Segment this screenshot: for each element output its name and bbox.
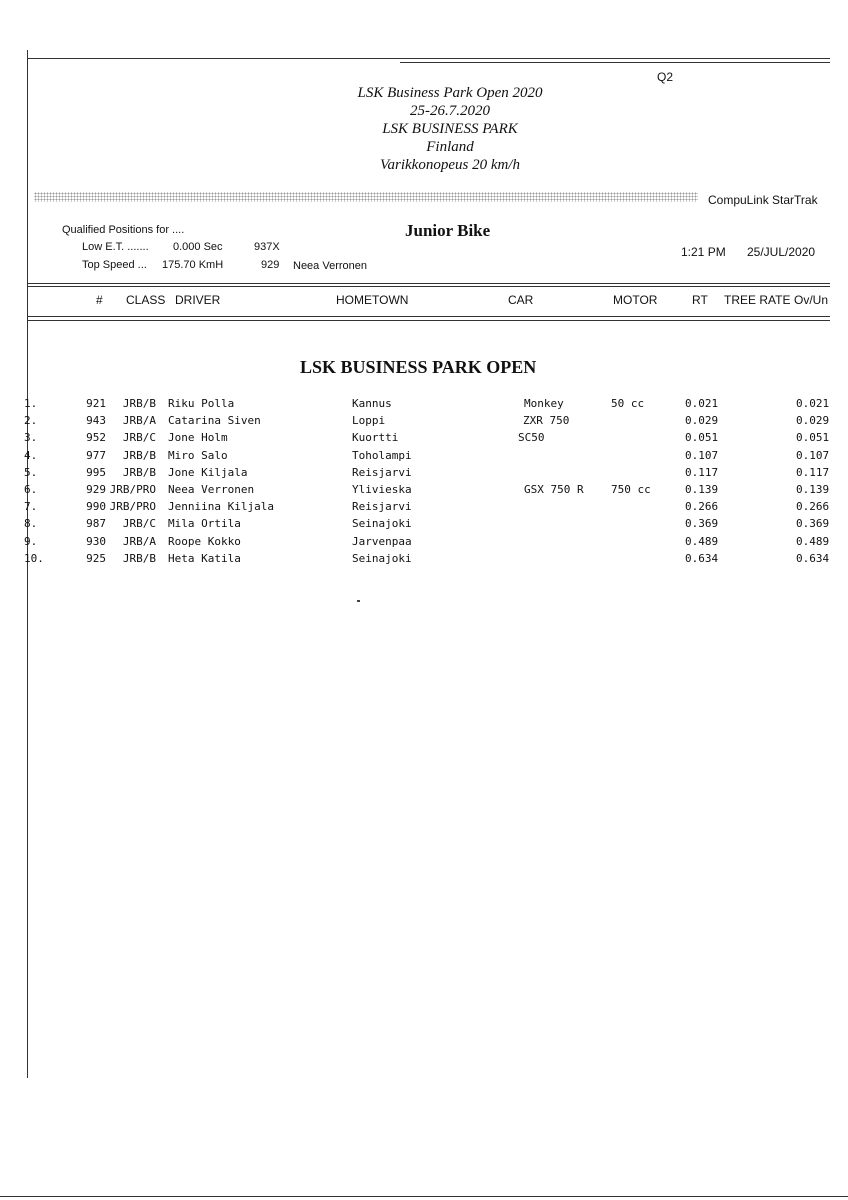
cell-rt: 0.139 xyxy=(685,483,719,496)
top-speed-label: Top Speed ... xyxy=(82,259,147,271)
cell-class: JRB/PRO xyxy=(109,500,156,514)
table-row xyxy=(0,517,848,534)
cell-rt: 0.117 xyxy=(685,465,719,479)
table-row xyxy=(0,535,848,552)
cell-ov-un: 0.029 xyxy=(796,414,830,428)
cell-position: 7. xyxy=(24,500,38,514)
cell-class: JRB/B xyxy=(122,465,156,479)
cell-number: 952 xyxy=(86,431,106,445)
pit-speed: Varikkonopeus 20 km/h xyxy=(380,157,520,173)
low-et-value: 0.000 Sec xyxy=(173,241,223,253)
cell-rt: 0.266 xyxy=(685,500,719,514)
event-title-block xyxy=(290,84,610,174)
dotted-separator xyxy=(34,192,698,202)
cell-rt: 0.634 xyxy=(685,551,719,565)
table-row xyxy=(0,500,848,517)
report-date: 25/JUL/2020 xyxy=(747,245,816,259)
cell-ov-un: 0.021 xyxy=(796,397,830,410)
col-header-number: # xyxy=(96,293,103,307)
cell-driver: Miro Salo xyxy=(168,448,228,462)
cell-ov-un: 0.634 xyxy=(796,551,830,565)
table-row xyxy=(0,431,848,448)
stray-mark xyxy=(357,600,360,602)
cell-number: 990 xyxy=(86,500,106,514)
cell-position: 2. xyxy=(24,414,38,428)
cell-class: JRB/A xyxy=(122,534,156,548)
cell-hometown: Ylivieska xyxy=(352,483,412,496)
cell-car: Monkey xyxy=(524,397,564,410)
cell-hometown: Reisjarvi xyxy=(352,500,412,514)
class-title: Junior Bike xyxy=(405,221,491,240)
col-header-car: CAR xyxy=(508,293,534,307)
cell-hometown: Reisjarvi xyxy=(352,465,412,479)
column-rule xyxy=(27,316,830,317)
header-rule xyxy=(27,283,830,284)
event-dates: 25-26.7.2020 xyxy=(410,103,490,119)
cell-hometown: Seinajoki xyxy=(352,517,412,531)
cell-class: JRB/B xyxy=(122,397,156,410)
cell-class: JRB/C xyxy=(122,517,156,531)
cell-position: 5. xyxy=(24,465,38,479)
cell-ov-un: 0.107 xyxy=(796,448,830,462)
cell-position: 3. xyxy=(24,431,38,445)
cell-position: 6. xyxy=(24,483,38,496)
event-title: LSK Business Park Open 2020 xyxy=(357,85,543,101)
cell-position: 4. xyxy=(24,448,38,462)
cell-number: 925 xyxy=(86,551,106,565)
event-venue: LSK BUSINESS PARK xyxy=(382,121,518,137)
cell-class: JRB/B xyxy=(122,448,156,462)
cell-rt: 0.021 xyxy=(685,397,719,410)
column-rule-double xyxy=(27,320,830,321)
cell-number: 921 xyxy=(86,397,106,410)
cell-driver: Heta Katila xyxy=(168,551,241,565)
col-header-driver: DRIVER xyxy=(175,293,221,307)
report-time: 1:21 PM xyxy=(681,245,726,259)
low-et-number: 937X xyxy=(254,241,280,253)
cell-class: JRB/A xyxy=(122,414,156,428)
cell-number: 930 xyxy=(86,534,106,548)
cell-ov-un: 0.117 xyxy=(796,465,830,479)
table-row xyxy=(0,414,848,431)
table-row xyxy=(0,552,848,569)
round-label: Q2 xyxy=(657,70,674,84)
cell-hometown: Kuortti xyxy=(352,431,399,445)
cell-hometown: Jarvenpaa xyxy=(352,534,412,548)
cell-driver: Jone Kiljala xyxy=(168,465,248,479)
cell-ov-un: 0.266 xyxy=(796,500,830,514)
event-country: Finland xyxy=(426,139,474,155)
table-row xyxy=(0,483,848,500)
col-header-rt: RT xyxy=(692,293,708,307)
cell-hometown: Loppi xyxy=(352,414,386,428)
section-title: LSK BUSINESS PARK OPEN xyxy=(300,357,537,377)
cell-ov-un: 0.051 xyxy=(796,431,830,445)
cell-number: 987 xyxy=(86,517,106,531)
cell-car: GSX 750 R xyxy=(524,483,584,496)
cell-position: 10. xyxy=(24,551,44,565)
cell-driver: Riku Polla xyxy=(168,397,235,410)
top-rule xyxy=(27,58,830,59)
cell-class: JRB/C xyxy=(122,431,156,445)
top-speed-number: 929 xyxy=(261,259,280,271)
cell-rt: 0.051 xyxy=(685,431,719,445)
cell-number: 995 xyxy=(86,465,106,479)
top-speed-driver: Neea Verronen xyxy=(293,260,367,272)
cell-number: 929 xyxy=(86,483,106,496)
table-row xyxy=(0,449,848,466)
cell-car: ZXR 750 xyxy=(523,414,570,428)
cell-ov-un: 0.369 xyxy=(796,517,830,531)
cell-driver: Jone Holm xyxy=(168,431,228,445)
cell-ov-un: 0.489 xyxy=(796,534,830,548)
cell-motor: 50 cc xyxy=(611,397,645,410)
table-row xyxy=(0,397,848,414)
cell-position: 1. xyxy=(24,397,38,410)
cell-driver: Roope Kokko xyxy=(168,534,241,548)
cell-class: JRB/PRO xyxy=(109,483,156,496)
table-row xyxy=(0,466,848,483)
header-rule-double xyxy=(27,286,830,287)
qualified-label: Qualified Positions for .... xyxy=(62,224,185,236)
cell-hometown: Kannus xyxy=(352,397,392,410)
cell-driver: Jenniina Kiljala xyxy=(168,500,274,514)
col-header-ov-un: Ov/Un xyxy=(794,293,829,307)
cell-ov-un: 0.139 xyxy=(796,483,830,496)
cell-class: JRB/B xyxy=(122,551,156,565)
top-speed-value: 175.70 KmH xyxy=(162,259,224,271)
col-header-motor: MOTOR xyxy=(613,293,658,307)
cell-number: 943 xyxy=(86,414,106,428)
cell-rt: 0.107 xyxy=(685,448,719,462)
cell-position: 9. xyxy=(24,534,38,548)
vendor-label: CompuLink StarTrak xyxy=(708,193,818,207)
col-header-class: CLASS xyxy=(126,293,166,307)
cell-hometown: Toholampi xyxy=(352,448,412,462)
cell-rt: 0.029 xyxy=(685,414,719,428)
top-rule-short xyxy=(400,62,830,63)
cell-number: 977 xyxy=(86,448,106,462)
low-et-label: Low E.T. ....... xyxy=(82,241,149,253)
cell-rt: 0.489 xyxy=(685,534,719,548)
cell-motor: 750 cc xyxy=(611,483,651,496)
cell-hometown: Seinajoki xyxy=(352,551,412,565)
cell-driver: Catarina Siven xyxy=(168,414,261,428)
cell-rt: 0.369 xyxy=(685,517,719,531)
col-header-tree-rate: TREE RATE xyxy=(724,293,791,307)
cell-position: 8. xyxy=(24,517,38,531)
bottom-rule xyxy=(0,1196,848,1197)
cell-car: SC50 xyxy=(518,431,545,445)
cell-driver: Neea Verronen xyxy=(168,483,255,496)
col-header-hometown: HOMETOWN xyxy=(336,293,409,307)
cell-driver: Mila Ortila xyxy=(168,517,241,531)
